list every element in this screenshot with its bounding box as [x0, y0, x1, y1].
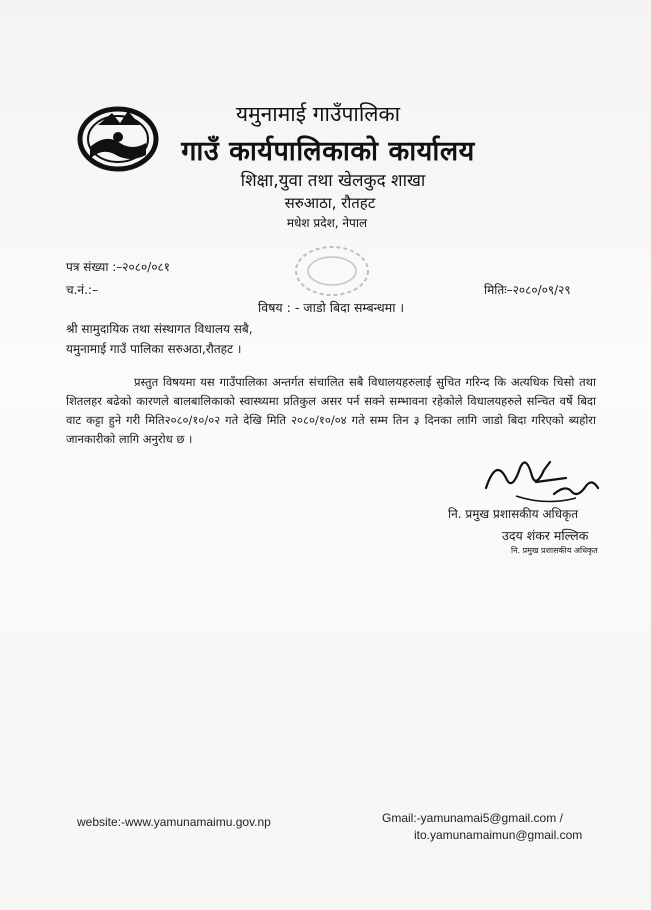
addressee-line-2: यमुनामाई गाउँ पालिका सरुअठा,रौतहट ।	[66, 342, 242, 356]
subject-line: विषय : - जाडो बिदा सम्बन्धमा ।	[258, 300, 405, 315]
faded-stamp	[290, 242, 374, 300]
dispatch-number: च.नं.:–	[66, 283, 98, 297]
emblem-logo	[76, 103, 160, 173]
reference-number: पत्र संख्या :–२०८०/०८१	[66, 260, 171, 274]
footer-email-1: Gmail:-yamunamai5@gmail.com /	[382, 811, 563, 825]
handwritten-signature	[476, 448, 606, 508]
municipality-name: यमुनामाई गाउँपालिका	[235, 102, 401, 126]
location: सरुआठा, रौतहट	[284, 194, 376, 212]
province: मधेश प्रदेश, नेपाल	[286, 216, 368, 230]
office-title: गाउँ कार्यपालिकाको कार्यालय	[181, 136, 475, 167]
letter-body: प्रस्तुत विषयमा यस गाउँपालिका अन्तर्गत संचालित सबै विधालयहरुलाई सुचित गरिन्द कि अत्यधिक चिसो तथा शितलहर बढेको कारणले बालबालिकाको स्वास्थ्यमा प्रतिकुल असर पर्न सक्ने सम्भावना रहेकोले विधालयहरुले सन्चित वर्षे बिदा वाट कट्टा हुने गरी मिति२०८०/१०/०२ गते देखि मिति २०८०/१०/०४ गते सम्म तिन ३ दिनका लागि जाडो बिदा गरिएको ब्यहोरा जानकारीको लागि अनुरोध छ ।	[66, 375, 596, 446]
letter-date: मितिः–२०८०/०९/२९	[484, 283, 571, 297]
signatory-name: उदय शंकर मल्लिक	[502, 528, 589, 543]
footer-website: website:-www.yamunamaimu.gov.np	[77, 815, 271, 829]
signatory-title: नि. प्रमुख प्रशासकीय अधिकृत	[448, 507, 579, 521]
section-name: शिक्षा,युवा तथा खेलकुद शाखा	[240, 171, 426, 191]
footer-email-2: ito.yamunamaimun@gmail.com	[414, 828, 583, 842]
signatory-stamp-text: नि. प्रमुख प्रशासकीय अधिकृत	[511, 546, 598, 555]
addressee-line-1: श्री सामुदायिक तथा संस्थागत विधालय सबै,	[66, 322, 253, 336]
